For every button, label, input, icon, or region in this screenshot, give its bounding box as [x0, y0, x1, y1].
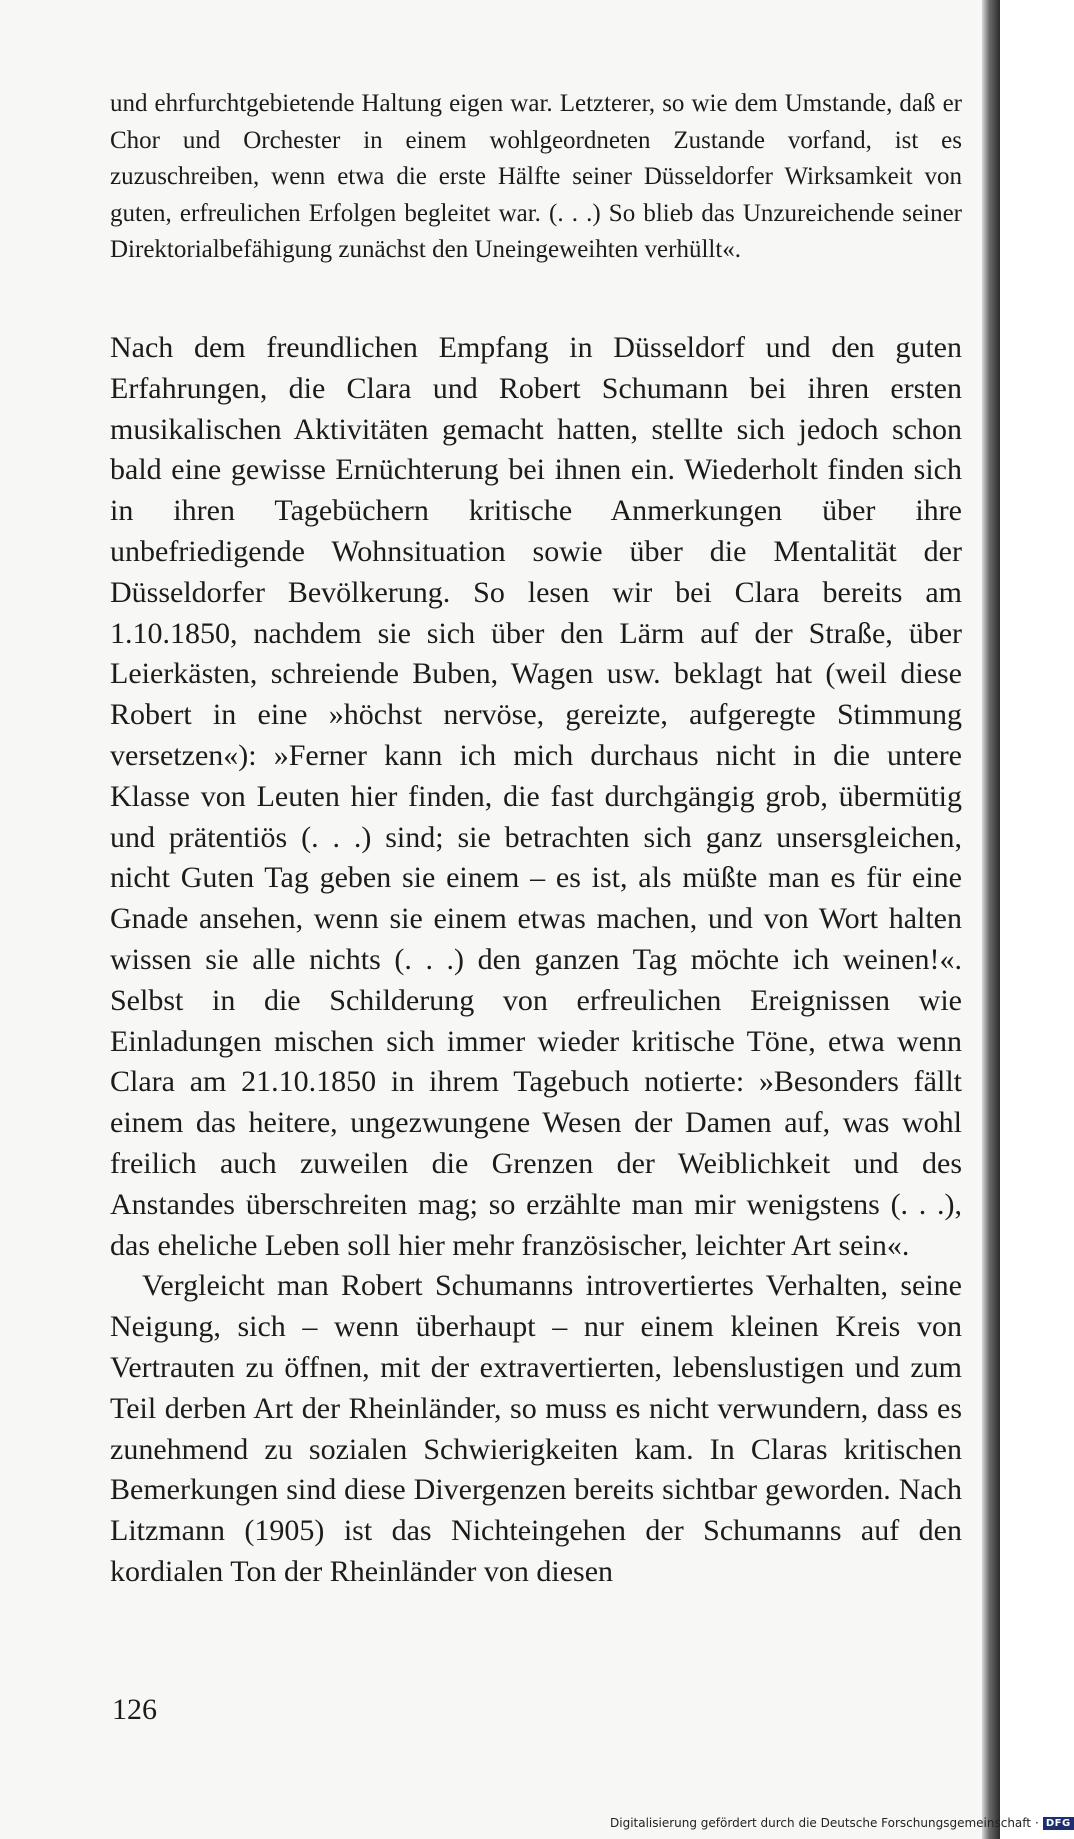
digitization-credit [610, 1816, 1074, 1830]
paragraph: Vergleicht man Robert Schumanns introvertiertes Verhalten, seine Neigung, sich – wenn überhaupt – nur einem kleinen Kreis von Vertrauten zu öffnen, mit der extravertierten, lebenslustigen und zum Teil derben Art der Rheinländer, so muss es nicht verwundern, dass es zunehmend zu sozialen Schwierigkeiten kam. In Claras kritischen Bemerkungen sind diese Divergenzen bereits sichtbar geworden. Nach Litzmann (1905) ist das Nichteingehen der Schumanns auf den kordialen Ton der Rheinländer von diesen [110, 1269, 962, 1588]
credit-text: Digitalisierung gefördert durch die Deutsche Forschungsgemeinschaft [610, 1816, 1032, 1830]
credit-separator: · [1035, 1816, 1039, 1830]
dfg-logo-icon: DFG [1043, 1817, 1074, 1830]
body-text [110, 328, 962, 1593]
page-edge-shadow [982, 0, 1000, 1839]
block-quote: und ehrfurchtgebietende Haltung eigen war. Letzterer, so wie dem Umstande, daß er Chor und Orchester in einem wohlgeordneten Zustande vorfand, ist es zuzuschreiben, wenn etwa die erste Hälfte seiner Düsseldorfer Wirksamkeit von guten, erfreulichen Erfolgen begleitet war. (. . .) So blieb das Unzureichende seiner Direktorialbefähigung zunächst den Uneingeweihten verhüllt«. [110, 90, 962, 263]
paragraph: Nach dem freundlichen Empfang in Düsseldorf und den guten Erfahrungen, die Clara und Robert Schumann bei ihren ersten musikalischen Aktivitäten gemacht hatten, stellte sich jedoch schon bald eine gewisse Ernüchterung bei ihnen ein. Wiederholt finden sich in ihren Tagebüchern kritische Anmerkungen über ihre unbefriedigende Wohnsituation sowie über die Mentalität der Düsseldorfer Bevölkerung. So lesen wir bei Clara bereits am 1.10.1850, nachdem sie sich über den Lärm auf der Straße, über Leierkästen, schreiende Buben, Wagen usw. beklagt hat (weil diese Robert in eine »höchst nervöse, gereizte, aufgeregte Stimmung versetzen«): »Ferner kann ich mich durchaus nicht in die untere Klasse von Leuten hier finden, die fast durchgängig grob, übermütig und prätentiös (. . .) sind; sie betrachten sich ganz unsersgleichen, nicht Guten Tag geben sie einem – es ist, als müßte man es für eine Gnade ansehen, wenn sie einem etwas machen, und von Wort halten wissen sie alle nichts (. . .) den ganzen Tag möchte ich weinen!«. Selbst in die Schilderung von erfreulichen Ereignissen wie Einladungen mischen sich immer wieder kritische Töne, etwa wenn Clara am 21.10.1850 in ihrem Tagebuch notierte: »Besonders fällt einem das heitere, ungezwungene Wesen der Damen auf, was wohl freilich auch zuweilen die Grenzen der Weiblichkeit und des Anstandes überschreiten mag; so erzählte man mir wenigstens (. . .), das eheliche Leben soll hier mehr französischer, leichter Art sein«. [110, 331, 962, 1262]
page-number: 126 [112, 1693, 157, 1726]
